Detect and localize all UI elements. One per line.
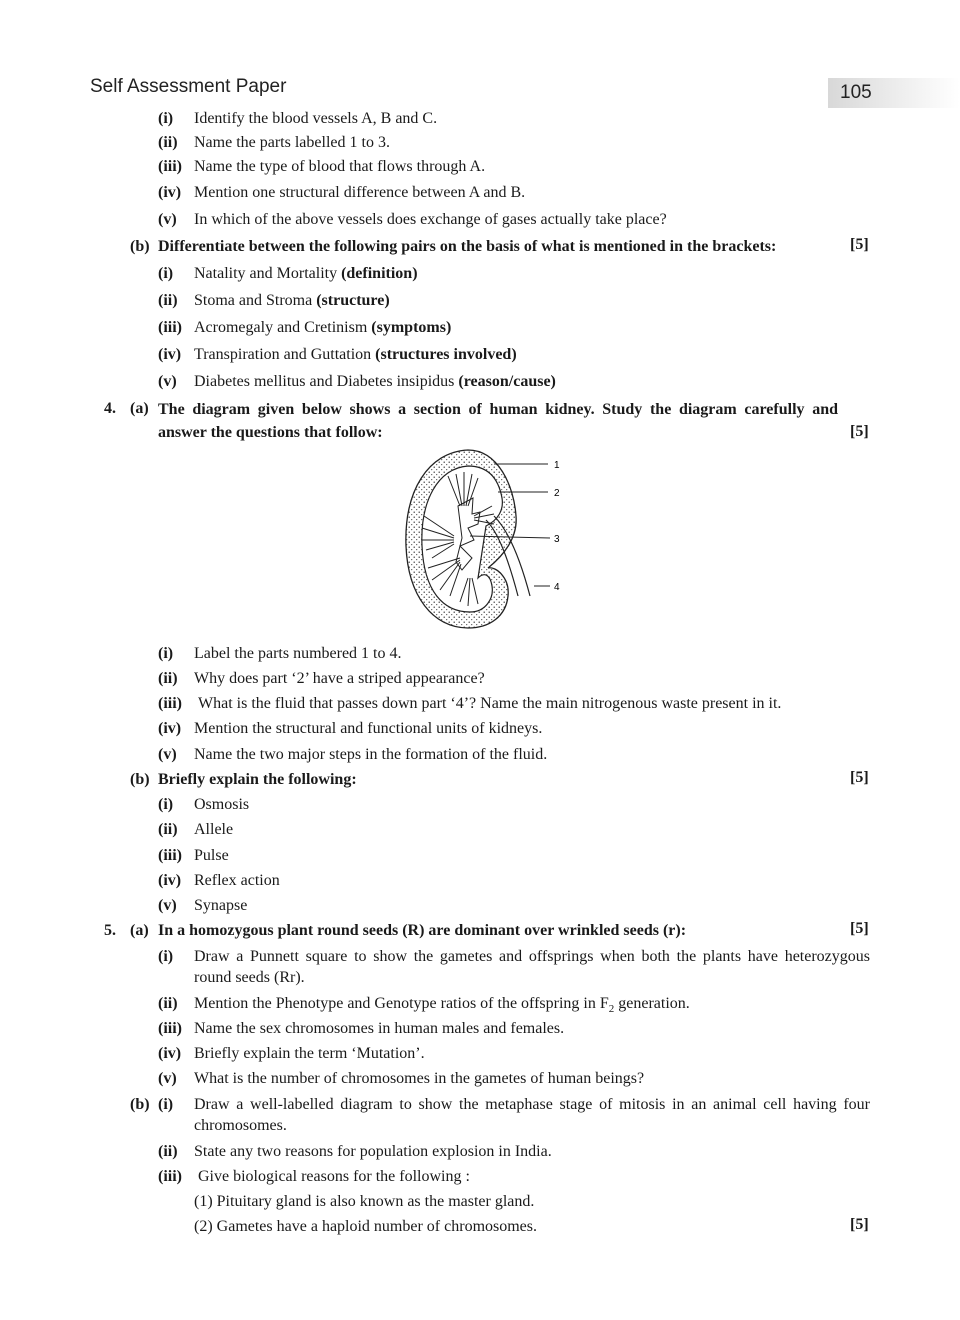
running-header-title: Self Assessment Paper <box>90 76 287 97</box>
q3b-marks: [5] <box>850 236 869 253</box>
q4b-marks: [5] <box>850 769 869 786</box>
q5a-marks: [5] <box>850 920 869 937</box>
kidney-diagram <box>398 446 578 636</box>
diagram-label-4: 4 <box>554 582 560 593</box>
q4a-marks: [5] <box>850 423 869 440</box>
page-number-box <box>828 78 960 108</box>
q5b-marks: [5] <box>850 1216 869 1233</box>
diagram-label-1: 1 <box>554 460 560 471</box>
diagram-label-2: 2 <box>554 488 560 499</box>
page-number: 105 <box>840 82 872 103</box>
diagram-label-3: 3 <box>554 534 560 545</box>
